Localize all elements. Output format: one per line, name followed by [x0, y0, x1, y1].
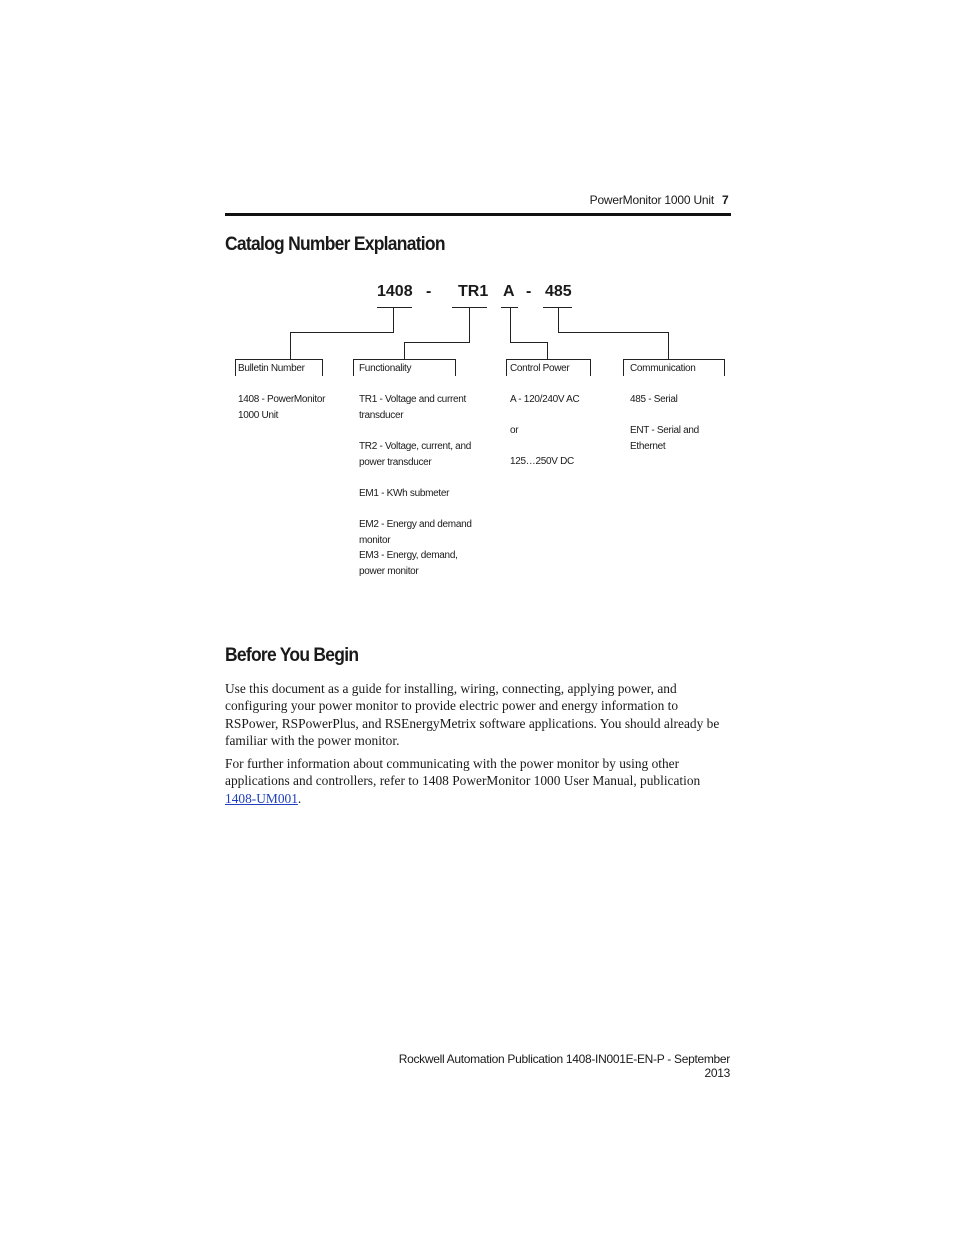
running-header-title: PowerMonitor 1000 Unit [589, 193, 714, 207]
code-part-bulletin: 1408 [377, 283, 413, 300]
control-power-item-or: or [510, 425, 519, 436]
communication-item-ent: ENT - Serial and Ethernet [630, 425, 699, 452]
control-power-item-dc: 125…250V DC [510, 456, 574, 467]
code-part-control-power: A [503, 283, 515, 300]
catalog-heading: Catalog Number Explanation [225, 234, 445, 255]
footer-publication: Rockwell Automation Publication 1408-IN001E-EN-P - September 2013 [398, 1052, 730, 1080]
code-part-dash-2: - [526, 283, 532, 300]
code-part-functionality: TR1 [458, 283, 489, 300]
label-control-power: Control Power [510, 363, 570, 374]
label-functionality: Functionality [359, 363, 412, 374]
intro-paragraph: Use this document as a guide for installing, wiring, connecting, applying power, and configuring your power monitor to provide electric power and energy information to RSPower, RSPowerPlus, and RSEnergyMetrix software applications. You should already be familiar with the power monitor. [225, 681, 720, 748]
connector-communication [559, 308, 669, 359]
bulletin-item: 1408 - PowerMonitor 1000 Unit [238, 394, 326, 421]
page-number: 7 [722, 193, 729, 207]
code-part-communication: 485 [545, 283, 572, 300]
before-heading: Before You Begin [225, 645, 359, 666]
label-bulletin-number: Bulletin Number [238, 363, 305, 374]
communication-item-485: 485 - Serial [630, 394, 678, 405]
connector-control-power [511, 308, 548, 359]
label-communication: Communication [630, 363, 696, 374]
code-part-dash-1: - [426, 283, 432, 300]
functionality-item-tr1: TR1 - Voltage and current transducer [359, 394, 467, 421]
control-power-item-ac: A - 120/240V AC [510, 394, 580, 405]
further-info-paragraph [225, 755, 733, 807]
functionality-item-em2: EM2 - Energy and demand monitor [359, 519, 472, 546]
connector-functionality [405, 308, 470, 359]
further-info-period: . [297, 790, 302, 806]
functionality-item-tr2: TR2 - Voltage, current, and power transducer [359, 441, 471, 468]
functionality-item-em1: EM1 - KWh submeter [359, 488, 450, 499]
publication-link[interactable]: 1408-UM001 [225, 790, 298, 806]
further-info-text: For further information about communicating with the power monitor by using other applications and controllers, refer to 1408 PowerMonitor 1000 User Manual, publication [225, 756, 701, 789]
connector-bulletin [291, 308, 394, 359]
functionality-item-em3: EM3 - Energy, demand, power monitor [359, 550, 458, 577]
